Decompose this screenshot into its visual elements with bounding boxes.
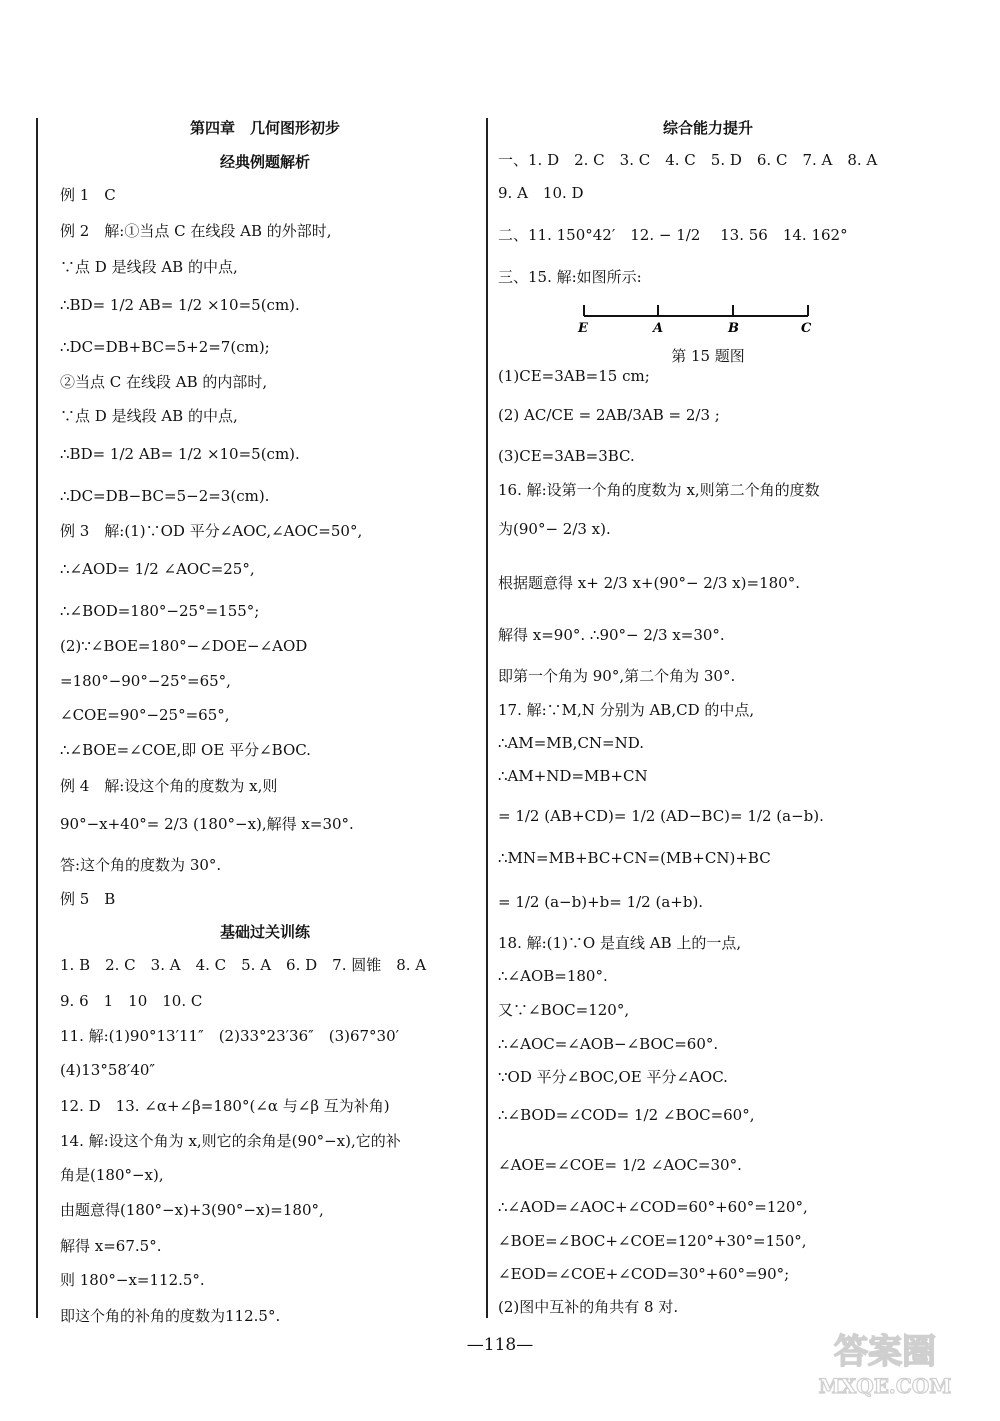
text-line: 为(90°− 2/3 x). <box>498 520 611 538</box>
text-line: ∴MN=MB+BC+CN=(MB+CN)+BC <box>498 849 771 867</box>
text-line: 例 2 解:①当点 C 在线段 AB 的外部时, <box>60 222 332 240</box>
section-title-comprehensive: 综合能力提升 <box>662 119 753 137</box>
text-line: 一、1. D 2. C 3. C 4. C 5. D 6. C 7. A 8. A <box>498 151 878 169</box>
text-line: ∴BD= 1/2 AB= 1/2 ×10=5(cm). <box>60 445 300 463</box>
text-line: 三、15. 解:如图所示: <box>498 268 642 286</box>
left-margin-rule <box>36 118 38 1318</box>
text-line: ∴AM=MB,CN=ND. <box>498 734 645 752</box>
svg-text:答案圈: 答案圈 <box>834 1332 936 1372</box>
text-line: (2) AC/CE = 2AB/3AB = 2/3 ; <box>498 406 720 424</box>
text-line: ∴∠BOD=180°−25°=155°; <box>60 602 260 620</box>
text-line: 答:这个角的度数为 30°. <box>60 856 222 874</box>
text-line: ∴BD= 1/2 AB= 1/2 ×10=5(cm). <box>60 296 300 314</box>
text-line: ∴DC=DB−BC=5−2=3(cm). <box>60 487 270 505</box>
text-line: ∴DC=DB+BC=5+2=7(cm); <box>60 338 270 356</box>
text-line: 由题意得(180°−x)+3(90°−x)=180°, <box>60 1201 324 1219</box>
text-line: ∴AM+ND=MB+CN <box>498 767 648 785</box>
text-line: ∵OD 平分∠BOC,OE 平分∠AOC. <box>498 1068 728 1086</box>
figure-15-line-segment <box>568 296 828 336</box>
text-line: =180°−90°−25°=65°, <box>60 672 231 690</box>
text-line: ∠COE=90°−25°=65°, <box>60 706 230 724</box>
text-line: 二、11. 150°42′ 12. − 1/2 13. 56 14. 162° <box>498 226 848 244</box>
text-line: ∴∠AOB=180°. <box>498 967 608 985</box>
figure-point-label: C <box>801 321 812 336</box>
text-line: ∴∠AOC=∠AOB−∠BOC=60°. <box>498 1035 719 1053</box>
text-line: 角是(180°−x), <box>60 1166 164 1184</box>
text-line: 9. 6 1 10 10. C <box>60 992 203 1010</box>
column-divider <box>486 118 488 1318</box>
section-title-basic: 基础过关训练 <box>219 923 310 941</box>
figure-point-label: A <box>653 321 664 336</box>
text-line: 即第一个角为 90°,第二个角为 30°. <box>498 667 736 685</box>
text-line: 解得 x=90°. ∴90°− 2/3 x=30°. <box>498 626 725 644</box>
text-line: 17. 解:∵M,N 分别为 AB,CD 的中点, <box>498 701 755 719</box>
text-line: 14. 解:设这个角为 x,则它的余角是(90°−x),它的补 <box>60 1132 401 1150</box>
text-line: 又∵∠BOC=120°, <box>498 1001 630 1019</box>
text-line: 90°−x+40°= 2/3 (180°−x),解得 x=30°. <box>60 815 354 833</box>
text-line: ∠AOE=∠COE= 1/2 ∠AOC=30°. <box>498 1156 742 1174</box>
text-line: 解得 x=67.5°. <box>60 1237 162 1255</box>
text-line: 18. 解:(1)∵O 是直线 AB 上的一点, <box>498 934 742 952</box>
text-line: = 1/2 (a−b)+b= 1/2 (a+b). <box>498 893 704 911</box>
text-line: ∠EOD=∠COE+∠COD=30°+60°=90°; <box>498 1265 790 1283</box>
text-line: ∵点 D 是线段 AB 的中点, <box>60 407 238 425</box>
page-number: —118— <box>466 1335 534 1355</box>
text-line: ∴∠BOE=∠COE,即 OE 平分∠BOC. <box>60 741 311 759</box>
text-line: = 1/2 (AB+CD)= 1/2 (AD−BC)= 1/2 (a−b). <box>498 807 824 825</box>
text-line: (3)CE=3AB=3BC. <box>498 447 635 465</box>
text-line: (2)∵∠BOE=180°−∠DOE−∠AOD <box>60 637 308 655</box>
text-line: 12. D 13. ∠α+∠β=180°(∠α 与∠β 互为补角) <box>60 1097 390 1115</box>
text-line: 11. 解:(1)90°13′11″ (2)33°23′36″ (3)67°30′ <box>60 1027 400 1045</box>
text-line: ∴∠BOD=∠COD= 1/2 ∠BOC=60°, <box>498 1106 755 1124</box>
text-line: 例 5 B <box>60 890 116 908</box>
text-line: (2)图中互补的角共有 8 对. <box>498 1298 679 1316</box>
text-line: (1)CE=3AB=15 cm; <box>498 367 650 385</box>
text-line: ∴∠AOD= 1/2 ∠AOC=25°, <box>60 560 255 578</box>
watermark-logo <box>800 1321 970 1401</box>
text-line: 即这个角的补角的度数为112.5°. <box>60 1307 281 1325</box>
text-line: ∴∠AOD=∠AOC+∠COD=60°+60°=120°, <box>498 1198 808 1216</box>
text-line: 1. B 2. C 3. A 4. C 5. A 6. D 7. 圆锥 8. A <box>60 956 427 974</box>
chapter-title: 第四章 几何图形初步 <box>189 119 340 137</box>
text-line: 16. 解:设第一个角的度数为 x,则第二个角的度数 <box>498 481 820 499</box>
text-line: 则 180°−x=112.5°. <box>60 1271 205 1289</box>
text-line: ∠BOE=∠BOC+∠COE=120°+30°=150°, <box>498 1232 807 1250</box>
section-title-examples: 经典例题解析 <box>219 153 310 171</box>
figure-point-label: B <box>728 321 739 336</box>
text-line: 9. A 10. D <box>498 184 584 202</box>
text-line: ∵点 D 是线段 AB 的中点, <box>60 258 238 276</box>
text-line: 例 3 解:(1)∵OD 平分∠AOC,∠AOC=50°, <box>60 522 363 540</box>
text-line: ②当点 C 在线段 AB 的内部时, <box>60 373 268 391</box>
text-line: (4)13°58′40″ <box>60 1061 156 1079</box>
figure-point-label: E <box>578 321 588 336</box>
text-line: 例 4 解:设这个角的度数为 x,则 <box>60 777 278 795</box>
text-line: 根据题意得 x+ 2/3 x+(90°− 2/3 x)=180°. <box>498 574 800 592</box>
figure-caption: 第 15 题图 <box>671 347 745 365</box>
text-line: 例 1 C <box>60 186 116 204</box>
svg-text:MXQE.COM: MXQE.COM <box>818 1374 952 1398</box>
